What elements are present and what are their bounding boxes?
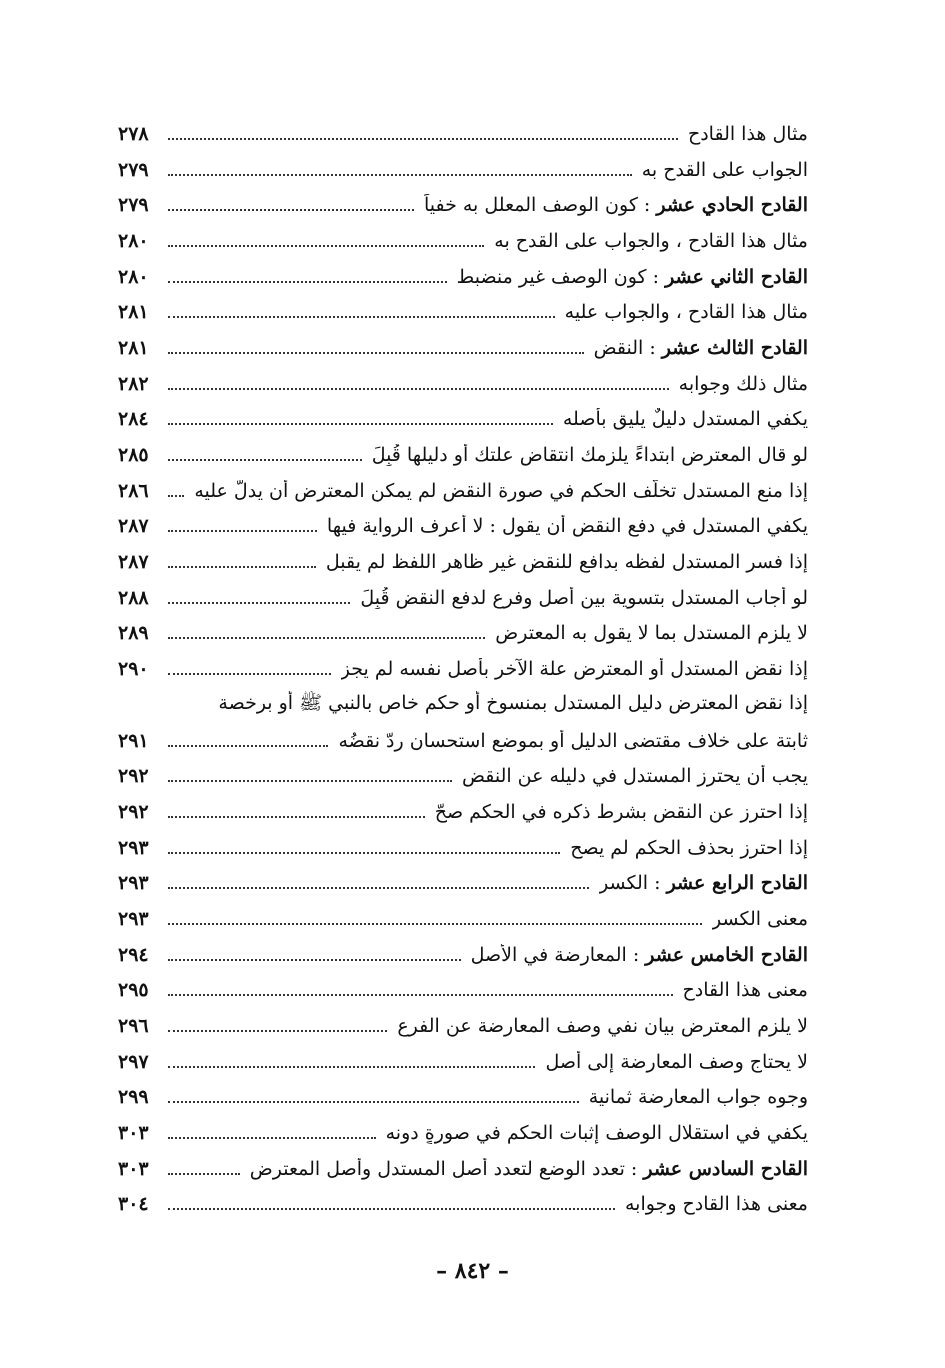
toc-entry-text: إذا نقض المعترض دليل المستدل بمنسوخ أو حكم خاص بالنبي ﷺ أو برخصة — [218, 691, 808, 714]
toc-entry-text: : كون الوصف غير منضبط — [456, 265, 666, 288]
toc-entry-text: مثال هذا القادح ، والجواب عليه — [564, 301, 808, 324]
toc-entry-page: ٢٩٤ — [118, 943, 149, 966]
toc-entry-title — [589, 1086, 808, 1108]
toc-entry — [118, 544, 808, 580]
toc-entry-page: ٣٠٤ — [118, 1193, 149, 1216]
dot-leader — [168, 923, 702, 925]
dot-leader — [168, 281, 447, 283]
toc-entry-title — [642, 159, 808, 181]
toc-entry-title — [341, 658, 808, 680]
toc-entry-title — [495, 622, 808, 644]
toc-entry-page: ٢٩٩ — [118, 1086, 149, 1109]
toc-entry-title — [688, 123, 808, 145]
toc-entry-text: معنى الكسر — [712, 907, 808, 930]
toc-entry-title — [625, 1193, 808, 1215]
dot-leader — [168, 423, 553, 425]
dot-leader — [168, 816, 425, 818]
toc-entry — [118, 1187, 808, 1223]
toc-entry-page: ٢٨٦ — [118, 479, 149, 502]
toc-entry-text: : تعدد الوضع لتعدد أصل المستدل وأصل المعترض — [249, 1157, 644, 1180]
dot-leader — [168, 1137, 376, 1139]
toc-entry-page: ٢٨٤ — [118, 408, 149, 431]
dot-leader — [168, 1030, 387, 1032]
toc-entry-heading: القادح الخامس عشر — [645, 943, 808, 966]
dot-leader — [168, 602, 350, 604]
toc-entry — [118, 1008, 808, 1044]
dot-leader — [168, 1066, 535, 1068]
toc-entry — [118, 937, 808, 973]
toc-entry-title — [435, 801, 808, 823]
toc-entry-text: إذا منع المستدل تخلّف الحكم في صورة النقض لم يمكن المعترض أن يدلّ عليه — [194, 479, 808, 502]
dot-leader — [168, 673, 331, 675]
toc-entry-title — [194, 480, 808, 502]
toc-entry-title — [338, 730, 808, 752]
toc-entry — [118, 865, 808, 901]
toc-entry — [118, 330, 808, 366]
toc-entry-text: يجب أن يحترز المستدل في دليله عن النقض — [461, 765, 808, 788]
toc-entry — [118, 758, 808, 794]
toc-entry — [118, 1115, 808, 1151]
toc-entry — [118, 901, 808, 937]
toc-entry-text: : كون الوصف المعلل به خفياً — [423, 194, 657, 217]
toc-entry-page: ٢٩٢ — [118, 800, 149, 823]
toc-entry-page: ٢٩٧ — [118, 1050, 149, 1073]
dot-leader — [168, 316, 555, 318]
page-number: – ٨٤٢ – — [436, 1258, 509, 1284]
dot-leader — [168, 1101, 579, 1103]
table-of-contents — [118, 116, 808, 1222]
toc-entry-page: ٣٠٣ — [118, 1122, 149, 1145]
dot-leader — [168, 352, 584, 354]
toc-entry — [118, 830, 808, 866]
toc-entry-heading: القادح الثالث عشر — [661, 336, 808, 359]
toc-entry-title — [570, 837, 808, 859]
dot-leader — [168, 959, 461, 961]
toc-entry-heading: القادح السادس عشر — [643, 1157, 808, 1180]
toc-entry-title — [424, 194, 808, 216]
toc-entry — [118, 152, 808, 188]
toc-entry — [118, 651, 808, 687]
toc-entry-page: ٢٨٢ — [118, 372, 149, 395]
dot-leader — [168, 994, 673, 996]
dot-leader — [168, 745, 328, 747]
toc-entry-title — [386, 1122, 808, 1144]
toc-entry-text: معنى هذا القادح وجوابه — [625, 1193, 808, 1216]
toc-entry-page: ٢٨٧ — [118, 551, 149, 574]
toc-entry-title — [397, 1015, 808, 1037]
dot-leader — [168, 138, 678, 140]
toc-entry — [118, 1044, 808, 1080]
toc-entry-text: يكفي المستدل في دفع النقض أن يقول : لا أعرف الرواية فيها — [326, 515, 808, 538]
toc-entry-text: لو قال المعترض ابتداءً يلزمك انتقاض علتك أو دليلها قُبِلَ — [371, 444, 808, 467]
toc-entry-page: ٢٩٣ — [118, 872, 149, 895]
toc-entry-text: إذا فسر المستدل لفظه بدافع للنقض غير ظاهر اللفظ لم يقبل — [325, 551, 808, 574]
dot-leader — [168, 566, 316, 568]
toc-entry-title — [594, 337, 808, 359]
dot-leader — [168, 1208, 615, 1210]
dot-leader — [168, 637, 485, 639]
toc-entry-text: : النقض — [593, 336, 662, 359]
toc-entry — [118, 723, 808, 759]
toc-entry-text: لا يلزم المستدل بما لا يقول به المعترض — [495, 622, 808, 645]
toc-entry-page: ٢٨١ — [118, 336, 149, 359]
toc-entry-title — [360, 587, 808, 609]
toc-entry-text: يكفي المستدل دليلٌ يليق بأصله — [562, 408, 808, 431]
toc-entry-title — [471, 944, 808, 966]
toc-entry-page: ٢٨٥ — [118, 444, 149, 467]
toc-entry-text: لو أجاب المستدل بتسوية بين أصل وفرع لدفع النقض قُبِلَ — [360, 586, 808, 609]
toc-entry — [118, 473, 808, 509]
dot-leader — [168, 1173, 240, 1175]
toc-entry-title — [565, 301, 808, 323]
toc-entry-page: ٢٨١ — [118, 301, 149, 324]
dot-leader — [168, 459, 362, 461]
toc-entry-page: ٢٩٦ — [118, 1015, 149, 1038]
toc-entry-page: ٢٨٩ — [118, 622, 149, 645]
toc-entry — [118, 402, 808, 438]
dot-leader — [168, 530, 317, 532]
dot-leader — [168, 245, 484, 247]
toc-entry — [118, 616, 808, 652]
toc-entry — [118, 259, 808, 295]
toc-entry-page: ٢٩٢ — [118, 765, 149, 788]
toc-entry — [118, 1080, 808, 1116]
dot-leader — [168, 887, 589, 889]
toc-entry-page: ٢٩٠ — [118, 658, 149, 681]
toc-entry-title — [462, 765, 808, 787]
toc-entry-text: لا يحتاج وصف المعارضة إلى أصل — [545, 1050, 808, 1073]
toc-entry — [118, 294, 808, 330]
dot-leader — [168, 780, 452, 782]
toc-entry — [118, 687, 808, 723]
toc-entry-text: إذا نقض المستدل أو المعترض علة الآخر بأصل نفسه لم يجز — [340, 658, 808, 681]
dot-leader — [168, 852, 560, 854]
toc-entry — [118, 437, 808, 473]
toc-entry-page: ٢٩٣ — [118, 836, 149, 859]
toc-entry-text: : المعارضة في الأصل — [470, 943, 646, 966]
toc-entry-title — [326, 551, 808, 573]
toc-entry-title — [327, 515, 808, 537]
toc-entry-text: لا يلزم المعترض بيان نفي وصف المعارضة عن الفرع — [397, 1015, 808, 1038]
toc-entry-title — [683, 979, 808, 1001]
toc-entry-text: مثال هذا القادح ، والجواب على القدح به — [494, 229, 808, 252]
toc-entry-title — [372, 444, 808, 466]
toc-entry-heading: القادح الثاني عشر — [665, 265, 808, 288]
toc-entry — [118, 366, 808, 402]
toc-entry-heading: القادح الرابع عشر — [666, 872, 808, 895]
toc-entry-page: ٢٨٠ — [118, 265, 149, 288]
toc-entry-title — [679, 373, 808, 395]
toc-entry-page: ٢٩٥ — [118, 979, 149, 1002]
toc-entry-text: وجوه جواب المعارضة ثمانية — [588, 1086, 808, 1109]
toc-entry-title — [218, 691, 808, 719]
dot-leader — [168, 209, 414, 211]
toc-entry — [118, 1151, 808, 1187]
toc-entry — [118, 223, 808, 259]
toc-entry — [118, 116, 808, 152]
toc-entry-page: ٢٨٨ — [118, 586, 149, 609]
toc-entry-page: ٢٧٩ — [118, 194, 149, 217]
toc-entry-page: ٢٧٩ — [118, 158, 149, 181]
toc-entry-text: مثال ذلك وجوابه — [678, 372, 808, 395]
dot-leader — [168, 174, 632, 176]
toc-entry-text: : الكسر — [599, 872, 667, 895]
toc-entry — [118, 794, 808, 830]
toc-entry — [118, 187, 808, 223]
toc-entry-page: ٢٨٧ — [118, 515, 149, 538]
toc-entry-title — [494, 230, 808, 252]
toc-entry-text: إذا احترز عن النقض بشرط ذكره في الحكم صحّ — [434, 800, 808, 823]
toc-entry-page: ٣٠٣ — [118, 1157, 149, 1180]
toc-entry-heading: القادح الحادي عشر — [656, 194, 808, 217]
toc-entry-text: ثابتة على خلاف مقتضى الدليل أو بموضع استحسان ردّ نقضُه — [338, 729, 808, 752]
toc-entry-title — [599, 872, 808, 894]
toc-entry — [118, 973, 808, 1009]
toc-entry-text: إذا احترز بحذف الحكم لم يصح — [570, 836, 808, 859]
toc-entry-page: ٢٩٣ — [118, 907, 149, 930]
dot-leader — [168, 388, 669, 390]
toc-entry-title — [457, 266, 808, 288]
toc-entry — [118, 509, 808, 545]
toc-entry-page: ٢٨٠ — [118, 229, 149, 252]
toc-entry — [118, 580, 808, 616]
toc-entry-text: الجواب على القدح به — [641, 158, 808, 181]
toc-entry-text: معنى هذا القادح — [682, 979, 808, 1002]
toc-entry-text: مثال هذا القادح — [687, 122, 808, 145]
toc-entry-text: يكفي في استقلال الوصف إثبات الحكم في صورةٍ دونه — [385, 1122, 808, 1145]
toc-entry-title — [563, 408, 808, 430]
toc-entry-title — [712, 908, 808, 930]
toc-entry-title — [545, 1051, 808, 1073]
toc-entry-title — [250, 1158, 808, 1180]
toc-entry-page: ٢٧٨ — [118, 122, 149, 145]
toc-entry-page: ٢٩١ — [118, 729, 149, 752]
dot-leader — [168, 495, 184, 497]
